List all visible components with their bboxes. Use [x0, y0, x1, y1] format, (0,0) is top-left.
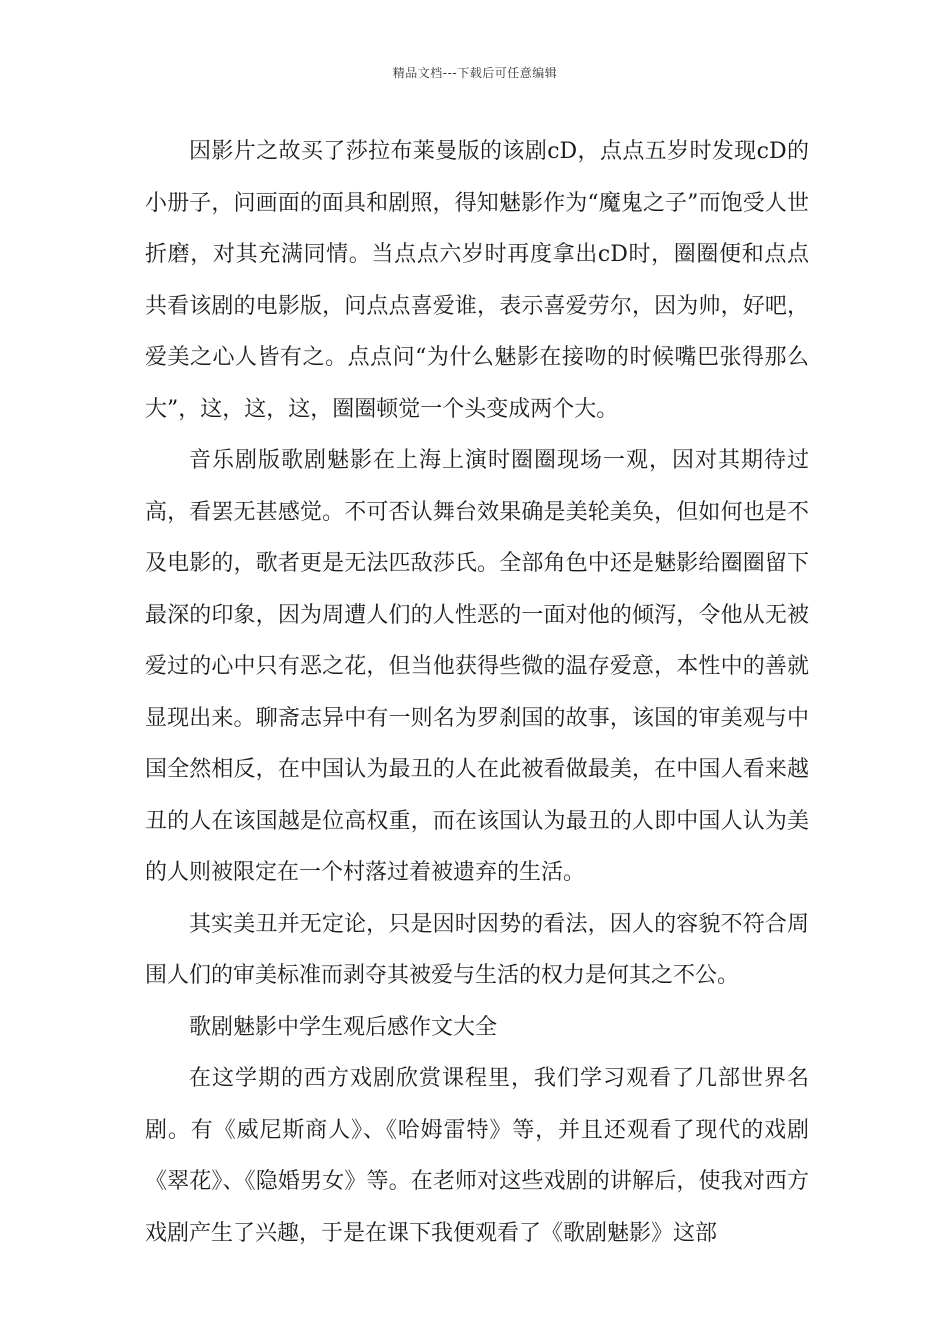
paragraph: 因影片之故买了莎拉布莱曼版的该剧cD，点点五岁时发现cD的小册子，问画面的面具和剧照，得知魅影作为“魔鬼之子”而饱受人世折磨，对其充满同情。当点点六岁时再度拿出cD时，圈圈便和点点共看该剧的电影版，问点点喜爱谁，表示喜爱劳尔，因为帅，好吧，爱美之心人皆有之。点点问“为什么魅影在接吻的时候嘴巴张得那么大”，这，这，这，圈圈顿觉一个头变成两个大。 [145, 139, 809, 422]
paragraph: 其实美丑并无定论，只是因时因势的看法，因人的容貌不符合周围人们的审美标准而剥夺其被爱与生活的权力是何其之不公。 [145, 911, 809, 988]
document-body [145, 126, 809, 1259]
page-header: 精品文档---下载后可任意编辑 [392, 66, 558, 80]
section-heading: 歌剧魅影中学生观后感作文大全 [189, 1014, 498, 1040]
paragraph: 在这学期的西方戏剧欣赏课程里，我们学习观看了几部世界名剧。有《威尼斯商人》、《哈姆雷特》等，并且还观看了现代的戏剧《翠花》、《隐婚男女》等。在老师对这些戏剧的讲解后，使我对西方戏剧产生了兴趣，于是在课下我便观看了《歌剧魅影》这部 [145, 1066, 809, 1246]
paragraph: 音乐剧版歌剧魅影在上海上演时圈圈现场一观，因对其期待过高，看罢无甚感觉。不可否认舞台效果确是美轮美奂，但如何也是不及电影的，歌者更是无法匹敌莎氏。全部角色中还是魅影给圈圈留下最深的印象，因为周遭人们的人性恶的一面对他的倾泻，令他从无被爱过的心中只有恶之花，但当他获得些微的温存爱意，本性中的善就显现出来。聊斋志异中有一则名为罗刹国的故事，该国的审美观与中国全然相反，在中国认为最丑的人在此被看做最美，在中国人看来越丑的人在该国越是位高权重，而在该国认为最丑的人即中国人认为美的人则被限定在一个村落过着被遗弃的生活。 [145, 448, 809, 885]
